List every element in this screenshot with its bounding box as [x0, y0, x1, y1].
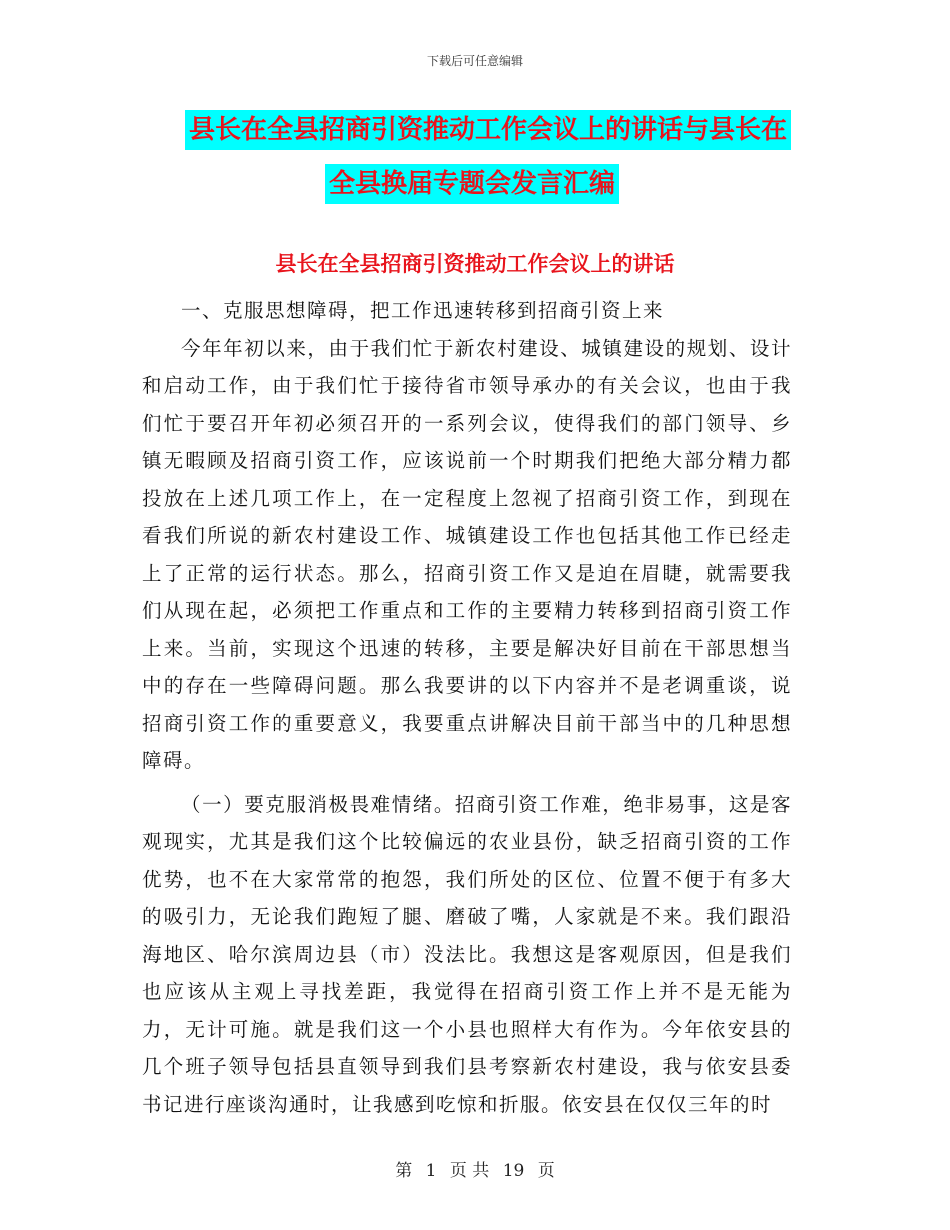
title-line-2: 全县换届专题会发言汇编	[325, 164, 619, 204]
document-title	[185, 110, 825, 204]
paragraph: 今年年初以来，由于我们忙于新农村建设、城镇建设的规划、设计和启动工作，由于我们忙于接待省市领导承办的有关会议，也由于我们忙于要召开年初必须召开的一系列会议，使得我们的部门领导、乡镇无暇顾及招商引资工作，应该说前一个时期我们把绝大部分精力都投放在上述几项工作上，在一定程度上忽视了招商引资工作，到现在看我们所说的新农村建设工作、城镇建设工作也包括其他工作已经走上了正常的运行状态。那么，招商引资工作又是迫在眉睫，就需要我们从现在起，必须把工作重点和工作的主要精力转移到招商引资工作上来。当前，实现这个迅速的转移，主要是解决好目前在干部思想当中的存在一些障碍问题。那么我要讲的以下内容并不是老调重谈，说招商引资工作的重要意义，我要重点讲解决目前干部当中的几种思想障碍。	[142, 336, 792, 772]
paragraph: （一）要克服消极畏难情绪。招商引资工作难，绝非易事，这是客观现实，尤其是我们这个比较偏远的农业县份，缺乏招商引资的工作优势，也不在大家常常的抱怨，我们所处的区位、位置不便于有多大的吸引力，无论我们跑短了腿、磨破了嘴，人家就是不来。我们跟沿海地区、哈尔滨周边县（市）没法比。我想这是客观原因，但是我们也应该从主观上寻找差距，我觉得在招商引资工作上并不是无能为力，无计可施。就是我们这一个小县也照样大有作为。今年依安县的几个班子领导包括县直领导到我们县考察新农村建设，我与依安县委书记进行座谈沟通时，让我感到吃惊和折服。依安县在仅仅三年的时	[142, 792, 792, 1116]
page-header-note: 下载后可任意编辑	[426, 54, 523, 68]
title-line-1: 县长在全县招商引资推动工作会议上的讲话与县长在	[185, 110, 791, 150]
total-pages: 19	[502, 1161, 525, 1181]
footer-suffix: 页	[537, 1161, 555, 1181]
footer-prefix: 第	[395, 1161, 413, 1181]
page-footer	[0, 1156, 950, 1181]
body-text	[142, 292, 792, 1129]
page-number: 1	[425, 1161, 437, 1181]
section-title: 县长在全县招商引资推动工作会议上的讲话	[275, 251, 675, 276]
footer-mid: 页 共	[449, 1161, 490, 1181]
heading-paragraph: 一、克服思想障碍，把工作迅速转移到招商引资上来	[181, 299, 665, 322]
